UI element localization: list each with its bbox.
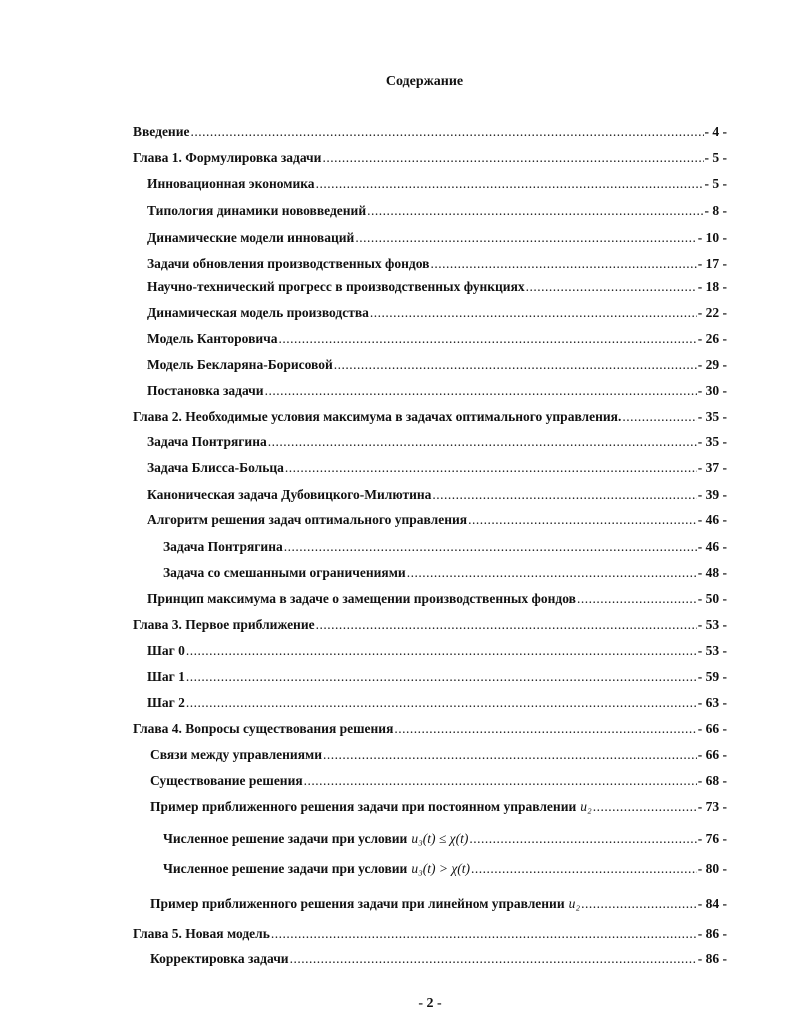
toc-entry[interactable] <box>147 357 727 375</box>
toc-entry-page: - 8 - <box>704 203 727 218</box>
toc-entry-title: Шаг 1 <box>147 669 185 684</box>
leader-dots <box>394 721 696 737</box>
leader-dots <box>186 643 697 659</box>
toc-entry[interactable] <box>147 279 727 297</box>
toc-entry-page: - 10 - <box>697 230 727 245</box>
toc-entry[interactable] <box>147 331 727 349</box>
leader-dots <box>577 591 697 607</box>
toc-entry[interactable] <box>150 951 727 969</box>
toc-entry-title: Глава 3. Первое приближение <box>133 617 315 632</box>
toc-entry-page: - 86 - <box>697 926 727 941</box>
toc-entry-title: Научно-технический прогресс в производственных функциях <box>147 279 525 294</box>
toc-entry-page: - 4 - <box>704 124 727 139</box>
toc-entry-title: Задача Понтрягина <box>163 539 283 554</box>
toc-entry[interactable] <box>147 383 727 401</box>
toc-entry-title: Шаг 2 <box>147 695 185 710</box>
leader-dots <box>323 747 697 763</box>
toc-entry-title: Принцип максимума в задаче о замещении производственных фондов <box>147 591 576 606</box>
leader-dots <box>469 831 696 847</box>
leader-dots <box>432 487 696 503</box>
toc-entry-page: - 46 - <box>697 539 727 554</box>
toc-entry-page: - 5 - <box>704 176 727 191</box>
toc-entry-page: - 53 - <box>697 617 727 632</box>
toc-entry-title: Существование решения <box>150 773 303 788</box>
toc-entry-title: Корректировка задачи <box>150 951 289 966</box>
toc-entry[interactable] <box>147 669 727 687</box>
toc-entry-title: Модель Бекларяна-Борисовой <box>147 357 333 372</box>
leader-dots <box>468 512 697 528</box>
leader-dots <box>304 773 697 789</box>
toc-entry-page: - 29 - <box>697 357 727 372</box>
toc-entry[interactable] <box>133 409 727 427</box>
toc-entry-title: Каноническая задача Дубовицкого-Милютина <box>147 487 432 502</box>
toc-entry[interactable] <box>147 176 727 194</box>
toc-entry-title: Связи между управлениями <box>150 747 322 762</box>
toc-entry-page: - 48 - <box>697 565 727 580</box>
leader-dots <box>370 305 697 321</box>
leader-dots <box>526 279 697 295</box>
toc-entry[interactable] <box>150 799 727 817</box>
toc-entry-title: Алгоритм решения задач оптимального управления <box>147 512 468 527</box>
toc-entry-page: - 39 - <box>697 487 727 502</box>
toc-entry-title: Глава 2. Необходимые условия максимума в задачах оптимального управления. <box>133 409 622 424</box>
toc-entry[interactable] <box>147 305 727 323</box>
leader-dots <box>316 176 704 192</box>
toc-entry-title: Динамические модели инноваций <box>147 230 355 245</box>
toc-entry-title: Постановка задачи <box>147 383 264 398</box>
page-number: - 2 - <box>418 996 442 1011</box>
toc-entry[interactable] <box>150 896 727 914</box>
toc-entry-title: Динамическая модель производства <box>147 305 369 320</box>
toc-entry-title: Глава 1. Формулировка задачи <box>133 150 322 165</box>
leader-dots <box>430 256 696 272</box>
toc-entry-page: - 18 - <box>697 279 727 294</box>
toc-entry[interactable] <box>147 487 727 505</box>
toc-entry-page: - 50 - <box>697 591 727 606</box>
toc-entry-page: - 84 - <box>697 896 727 911</box>
toc-entry-title: Глава 5. Новая модель <box>133 926 270 941</box>
toc-entry-page: - 66 - <box>697 721 727 736</box>
toc-entry-title: Задача со смешанными ограничениями <box>163 565 406 580</box>
toc-entry-title: Численное решение задачи при условии <box>163 831 408 846</box>
toc-entry-page: - 46 - <box>697 512 727 527</box>
toc-entry-title: Пример приближенного решения задачи при постоянном управлении <box>150 799 577 814</box>
toc-entry[interactable] <box>147 256 727 274</box>
toc-entry[interactable] <box>133 721 727 739</box>
toc-entry-title: Введение <box>133 124 190 139</box>
toc-entry-title: Инновационная экономика <box>147 176 315 191</box>
leader-dots <box>290 951 697 967</box>
toc-entry[interactable] <box>133 124 727 142</box>
toc-entry[interactable] <box>133 926 727 944</box>
leader-dots <box>190 124 703 140</box>
toc-entry-page: - 17 - <box>697 256 727 271</box>
leader-dots <box>268 434 697 450</box>
toc-entry-title: Задача Блисса-Больца <box>147 460 284 475</box>
toc-entry[interactable] <box>147 643 727 661</box>
leader-dots <box>186 695 697 711</box>
toc-entry-page: - 66 - <box>697 747 727 762</box>
toc-entry[interactable] <box>133 150 727 168</box>
toc-entry[interactable] <box>147 460 727 478</box>
toc-entry[interactable] <box>147 512 727 530</box>
toc-entry[interactable] <box>147 695 727 713</box>
toc-entry[interactable] <box>163 831 727 849</box>
leader-dots <box>593 799 697 815</box>
toc-entry-page: - 35 - <box>697 434 727 449</box>
leader-dots <box>285 460 697 476</box>
toc-entry-title: Задача Понтрягина <box>147 434 267 449</box>
leader-dots <box>322 150 703 166</box>
toc-entry[interactable] <box>163 539 727 557</box>
toc-entry-title: Модель Канторовича <box>147 331 278 346</box>
toc-entry-title: Пример приближенного решения задачи при линейном управлении <box>150 896 565 911</box>
toc-entry[interactable] <box>150 747 727 765</box>
toc-entry[interactable] <box>163 861 727 879</box>
toc-entry-title: Шаг 0 <box>147 643 185 658</box>
toc-entry-title: Глава 4. Вопросы существования решения <box>133 721 394 736</box>
leader-dots <box>284 539 697 555</box>
toc-entry-page: - 37 - <box>697 460 727 475</box>
leader-dots <box>471 861 697 877</box>
toc-entry[interactable] <box>163 565 727 583</box>
toc-entry-page: - 22 - <box>697 305 727 320</box>
toc-entry-page: - 76 - <box>697 831 727 846</box>
leader-dots <box>265 383 697 399</box>
toc-entry[interactable] <box>150 773 727 791</box>
toc-entry-math: u₃(t) ≤ χ(t) <box>411 831 469 846</box>
toc-entry[interactable] <box>147 434 727 452</box>
toc-entry-title: Задачи обновления производственных фондов <box>147 256 430 271</box>
toc-entry-page: - 86 - <box>697 951 727 966</box>
toc-entry-page: - 80 - <box>697 861 727 876</box>
leader-dots <box>581 896 697 912</box>
page-title: Содержание <box>385 74 464 89</box>
toc-entry[interactable] <box>133 617 727 635</box>
leader-dots <box>367 203 703 219</box>
leader-dots <box>622 409 696 425</box>
leader-dots <box>279 331 697 347</box>
leader-dots <box>186 669 697 685</box>
toc-entry-page: - 5 - <box>704 150 727 165</box>
toc-entry-page: - 68 - <box>697 773 727 788</box>
toc-entry-page: - 73 - <box>697 799 727 814</box>
toc-entry[interactable] <box>147 230 727 248</box>
toc-entry-page: - 63 - <box>697 695 727 710</box>
toc-entry-page: - 35 - <box>697 409 727 424</box>
leader-dots <box>334 357 697 373</box>
toc-entry[interactable] <box>147 203 727 221</box>
leader-dots <box>355 230 696 246</box>
toc-entry-page: - 30 - <box>697 383 727 398</box>
toc-entry-page: - 59 - <box>697 669 727 684</box>
toc-entry-page: - 26 - <box>697 331 727 346</box>
leader-dots <box>407 565 697 581</box>
leader-dots <box>271 926 697 942</box>
toc-entry-math: u₂ <box>568 896 581 911</box>
leader-dots <box>316 617 697 633</box>
toc-entry-title: Численное решение задачи при условии <box>163 861 408 876</box>
toc-entry-page: - 53 - <box>697 643 727 658</box>
toc-entry-math: u₂ <box>580 799 592 814</box>
toc-entry-math: u₃(t) > χ(t) <box>411 861 471 876</box>
toc-entry-title: Типология динамики нововведений <box>147 203 367 218</box>
toc-entry[interactable] <box>147 591 727 609</box>
